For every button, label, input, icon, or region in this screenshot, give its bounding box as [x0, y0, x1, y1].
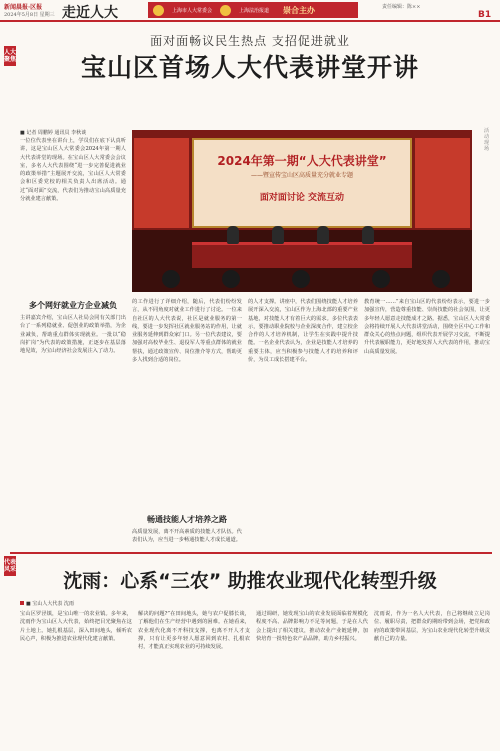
story-column: 宝山区罗泾镇，是宝山唯一的农业镇。多年来，沈雨作为宝山区人大代表，始终把目光聚焦在这片土地上。她扎根基层，深入田间地头，倾听农民心声，积极为推进农业现代化建言献策。 — [20, 611, 132, 642]
photo-side-panel-left — [134, 138, 189, 228]
photo-audience — [432, 270, 450, 288]
emblem-icon — [153, 5, 164, 16]
section-title: 走近人大 — [62, 5, 118, 21]
page-header — [0, 0, 500, 22]
banner-right-text: 上海法治报道 — [239, 7, 270, 14]
photo-person — [317, 226, 329, 244]
section-divider — [10, 552, 492, 554]
story-byline — [20, 600, 74, 607]
story-subheading: 多个网好就业方企业减负 — [29, 301, 117, 310]
story-column: 的工作进行了详细介绍，随后，代表们纷纷发言，从不同角度对就业工作进行了讨论。一位来自社区的人大代表说，社区是就业服务的第一线，要进一步发挥社区就业服务站的作用，让就业服务延伸到群众家门口。另一位代表建议，要加强对高校毕业生、退役军人等重点群体的就业帮扶，通过政策宣传、岗位推介等方式，帮助更多人找到合适的岗位。 — [132, 299, 242, 364]
photo-screen-motto: 面对面讨论 交流互动 — [259, 193, 345, 203]
story-kicker: 面对面畅议民生热点 支招促进就业 — [150, 34, 350, 48]
photo-screen-title: 2024年第一期“人大代表讲堂” — [217, 154, 387, 168]
story-byline: ■ 记者 周鹏婷 通讯员 李秋谈 — [20, 130, 87, 136]
story-column: 一位位代表坐在讲台上，学员们在底下认真听讲，这是宝山区人大常委会2024年第一期人大代表讲堂的现场。在宝山区人大常委会会议室，多名人大代表围绕“进一步完善促进就业的政策举措”主题展开交流，宝山区人大常委会和区委党校的相关负责人出席活动。通过“面对面”交流，代表们为推动宝山高质量充分就业建言献策。 — [20, 138, 126, 203]
editor-credit: 责任编辑：陈×× — [382, 4, 421, 10]
page-number: B1 — [478, 10, 492, 20]
story-subheading: 畅通技能人才培养之路 — [147, 515, 227, 524]
story-column: 的人才支撑。讲座中，代表们围绕技能人才培养展开深入交流，宝山区作为上海北部的重要产业基地，对技能人才有着巨大的需求。多位代表表示，要推动职业院校与企业深度合作，建立校企合作的人才培养机制，让学生在实践中提升技能。一名企业代表认为，企业是技能人才培养的重要主体，应当积极参与技能人才的培养和评价，为员工成长搭建平台。 — [248, 299, 358, 364]
photo-audience — [222, 270, 240, 288]
section-tag: 代表风采 — [4, 556, 16, 576]
section-tag: 人大聚焦 — [4, 46, 16, 66]
story-headline: 宝山区首场人大代表讲堂开讲 — [80, 53, 419, 82]
emblem-icon — [220, 5, 231, 16]
photo-audience — [372, 270, 390, 288]
story-column: 主讲嘉宾介绍，宝山区人社局会同有关部门出台了一系列稳就业、促创业的政策举措，为企业减负，帮助重点群体实现就业。一批以“稳岗扩岗”为代表的政策措施，正逐步在基层落地见效，为宝山经济社会发展注入了动力。 — [20, 315, 126, 355]
photo-caption: 活动现场 — [484, 128, 490, 152]
issue-date: 2024年5月8日 星期三 — [4, 12, 55, 18]
photo-screen-subtitle: ——暨宣传宝山区高质量充分就业专题 — [250, 172, 353, 179]
story-column: 高质量发展，离不开高素质的技能人才队伍。代表们认为，应当进一步畅通技能人才成长通道。 — [132, 529, 242, 544]
photo-audience — [162, 270, 180, 288]
header-banner — [148, 2, 358, 18]
byline-text: ■ 宝山人大代表 沈雨 — [26, 601, 74, 607]
story-column: 通过调研，她发现宝山的农业发展面临着规模化程度不高、品牌影响力不足等问题，于是在人代会上提出了相关建议，推动农业产业链延伸，加快培育一批特色农产品品牌，助力乡村振兴。 — [256, 611, 368, 642]
story-column: 沈雨说，作为一名人大代表，自己将继续立足岗位、履职尽责，把群众的期盼带到会场，把党和政府的政策带回基层，为宝山农业现代化转型升级贡献自己的力量。 — [374, 611, 490, 642]
story-column: 解决的问题?”在田间地头，她与农户促膝长谈，了解他们在生产经营中遇到的困难。在她看来，农业现代化离不开科技支撑，也离不开人才支撑，只有让更多年轻人愿意回到农村、扎根农村，才能真正实现农业的可持续发展。 — [138, 611, 250, 651]
story-headline: 沈雨：心系“三农” 助推农业现代化转型升级 — [63, 570, 437, 592]
photo-desk — [192, 242, 412, 268]
event-photo — [132, 130, 472, 292]
photo-person — [227, 226, 239, 244]
photo-side-panel-right — [415, 138, 470, 228]
bullet-icon — [20, 601, 24, 605]
banner-motto: 崇合主办 — [283, 4, 316, 15]
story-column: 教育统一……”来自宝山区的代表纷纷表示，要进一步加强宣传，营造尊重技能、崇尚技能的社会氛围，让更多年轻人愿意走技能成才之路。据悉，宝山区人大常委会将持续开展人大代表讲堂活动，围绕全区中心工作和群众关心的热点问题，组织代表开展学习交流，不断提升代表履职能力，更好地发挥人大代表的作用，推动宝山高质量发展。 — [364, 299, 490, 355]
banner-left-text: 上海市人大常委会 — [172, 7, 213, 14]
photo-audience — [292, 270, 310, 288]
photo-person — [362, 226, 374, 244]
photo-screen — [192, 138, 412, 228]
masthead: 新闻晨报·区报 — [4, 4, 43, 11]
photo-person — [272, 226, 284, 244]
